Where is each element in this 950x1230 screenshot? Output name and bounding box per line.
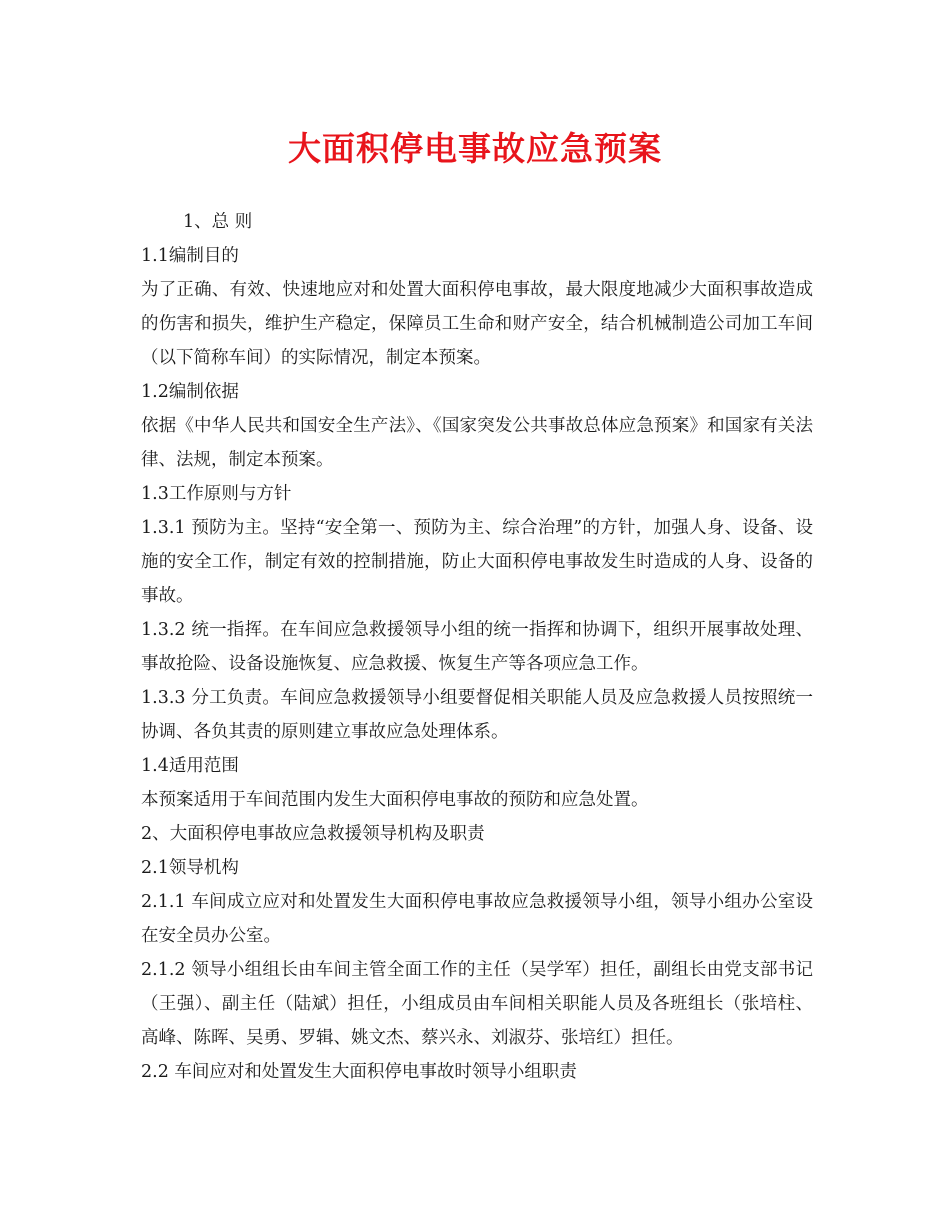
document-title: 大面积停电事故应急预案: [288, 129, 662, 168]
document-body: [141, 205, 813, 1089]
subsection-heading-scope: 1.4适用范围: [141, 756, 239, 776]
subsection-heading-principles: 1.3工作原则与方针: [141, 484, 292, 504]
paragraph-division-of-labor: 1.3.3 分工负责。车间应急救援领导小组要督促相关职能人员及应急救援人员按照统一协调、各负其责的原则建立事故应急处理体系。: [141, 688, 813, 742]
paragraph-basis: 依据《中华人民共和国安全生产法》、《国家突发公共事故总体应急预案》和国家有关法律、法规，制定本预案。: [141, 416, 813, 470]
paragraph-group-members: 2.1.2 领导小组组长由车间主管全面工作的主任（吴学军）担任，副组长由党支部书记（王强）、副主任（陆斌）担任，小组成员由车间相关职能人员及各班组长（张培柱、高峰、陈晖、吴勇、罗辑、姚文杰、蔡兴永、刘淑芬、张培红）担任。: [141, 960, 813, 1048]
paragraph-prevention: 1.3.1 预防为主。坚持“安全第一、预防为主、综合治理”的方针，加强人身、设备、设施的安全工作，制定有效的控制措施，防止大面积停电事故发生时造成的人身、设备的事故。: [141, 518, 813, 606]
paragraph-scope: 本预案适用于车间范围内发生大面积停电事故的预防和应急处置。: [141, 790, 649, 810]
paragraph-leadership-group: 2.1.1 车间成立应对和处置发生大面积停电事故应急救援领导小组，领导小组办公室设在安全员办公室。: [141, 892, 813, 946]
section-heading-general: 1、总 则: [183, 212, 253, 232]
subsection-heading-purpose: 1.1编制目的: [141, 246, 239, 266]
paragraph-unified-command: 1.3.2 统一指挥。在车间应急救援领导小组的统一指挥和协调下，组织开展事故处理、事故抢险、设备设施恢复、应急救援、恢复生产等各项应急工作。: [141, 620, 813, 674]
paragraph-purpose: 为了正确、有效、快速地应对和处置大面积停电事故，最大限度地减少大面积事故造成的伤害和损失，维护生产稳定，保障员工生命和财产安全，结合机械制造公司加工车间（以下简称车间）的实际情况，制定本预案。: [141, 280, 813, 368]
subsection-heading-leadership: 2.1领导机构: [141, 858, 239, 878]
subsection-heading-duties: 2.2 车间应对和处置发生大面积停电事故时领导小组职责: [141, 1062, 577, 1082]
subsection-heading-basis: 1.2编制依据: [141, 382, 239, 402]
section-heading-organization: 2、大面积停电事故应急救援领导机构及职责: [141, 824, 485, 844]
